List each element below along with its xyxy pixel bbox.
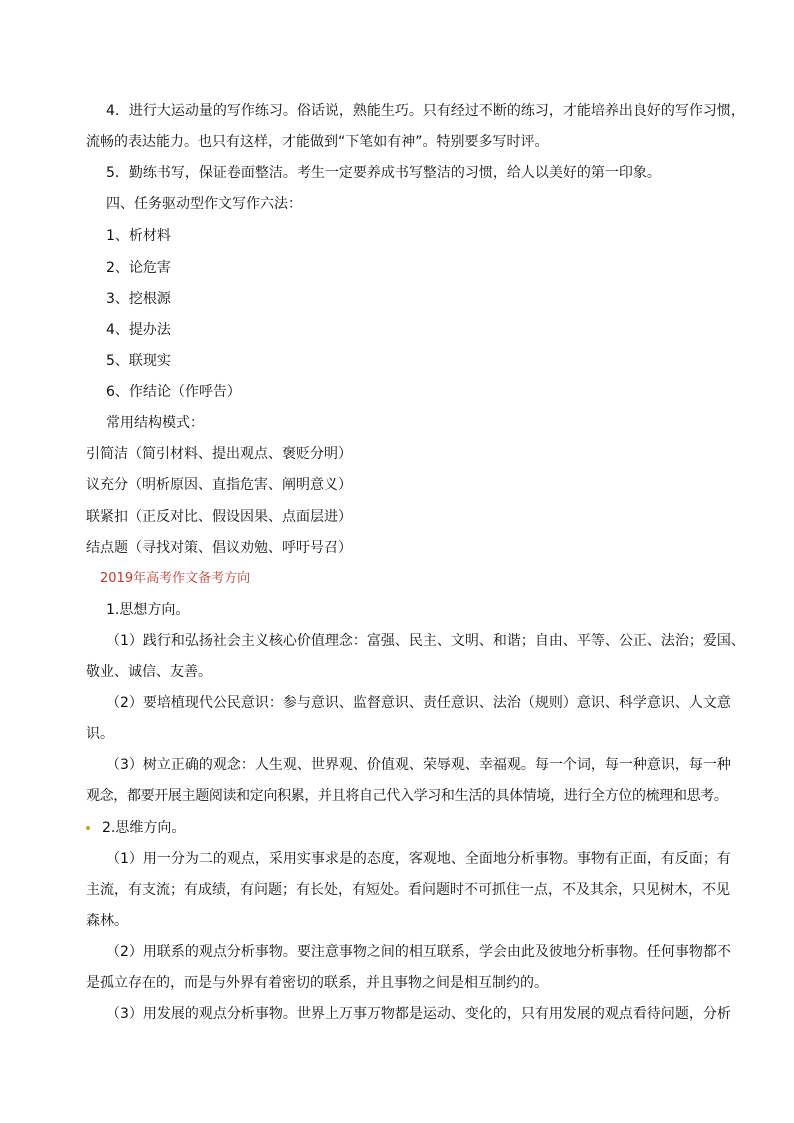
paragraph-line: 森林。	[86, 913, 128, 929]
list-item: 引简洁（简引材料、提出观点、褒贬分明）	[86, 446, 352, 462]
list-item: 1、析材料	[106, 228, 171, 244]
list-item: 联紧扣（正反对比、假设因果、点面层进）	[86, 509, 352, 525]
paragraph-line: （1）践行和弘扬社会主义核心价值理念：富强、民主、文明、和谐；自由、平等、公正、法治；爱国、	[106, 633, 745, 649]
paragraph-line: 观念，都要开展主题阅读和定向积累，并且将自己代入学习和生活的具体情境，进行全方位的梳理和思考。	[86, 788, 728, 804]
paragraph-line: 4．进行大运动量的写作练习。俗话说，熟能生巧。只有经过不断的练习，才能培养出良好的写作习惯，	[106, 103, 745, 119]
paragraph-line: （3）树立正确的观念：人生观、世界观、价值观、荣辱观、幸福观。每一个词，每一种意识，每一种	[106, 757, 731, 773]
paragraph-line: 5．勤练书写，保证卷面整洁。考生一定要养成书写整洁的习惯，给人以美好的第一印象。	[106, 165, 661, 181]
list-item: 6、作结论（作呼告）	[106, 384, 241, 400]
paragraph-line: （3）用发展的观点分析事物。世界上万事万物都是运动、变化的，只有用发展的观点看待问题，分析	[106, 1006, 731, 1022]
subheading: 常用结构模式：	[106, 415, 204, 431]
paragraph-line: 敬业、诚信、友善。	[86, 664, 212, 680]
list-item: 议充分（明析原因、直指危害、阐明意义）	[86, 477, 352, 493]
paragraph-line: 流畅的表达能力。也只有这样，才能做到“下笔如有神”。特别要多写时评。	[86, 134, 549, 150]
paragraph-line: （2）要培植现代公民意识：参与意识、监督意识、责任意识、法治（规则）意识、科学意识、人文意	[106, 695, 731, 711]
list-item: 4、提办法	[106, 322, 171, 338]
list-item: 5、联现实	[106, 353, 171, 369]
list-item: 3、挖根源	[106, 291, 171, 307]
paragraph-line: （1）用一分为二的观点，采用实事求是的态度，客观地、全面地分析事物。事物有正面，有反面；有	[106, 851, 731, 867]
paragraph-line: （2）用联系的观点分析事物。要注意事物之间的相互联系，学会由此及彼地分析事物。任何事物都不	[106, 944, 731, 960]
red-heading: 2019年高考作文备考方向	[100, 571, 251, 586]
list-item: 2、论危害	[106, 260, 171, 276]
subheading: 1.思想方向。	[106, 602, 190, 618]
paragraph-line: 识。	[86, 726, 114, 742]
paragraph-line: 是孤立存在的，而是与外界有着密切的联系，并且事物之间是相互制约的。	[86, 975, 548, 991]
subheading: 2.思维方向。	[102, 820, 186, 836]
decorative-dot	[86, 826, 90, 830]
section-heading: 四、任务驱动型作文写作六法：	[106, 196, 302, 212]
list-item: 结点题（寻找对策、倡议劝勉、呼吁号召）	[86, 540, 352, 556]
paragraph-line: 主流，有支流；有成绩，有问题；有长处，有短处。看问题时不可抓住一点，不及其余，只见树木，不见	[86, 882, 730, 898]
